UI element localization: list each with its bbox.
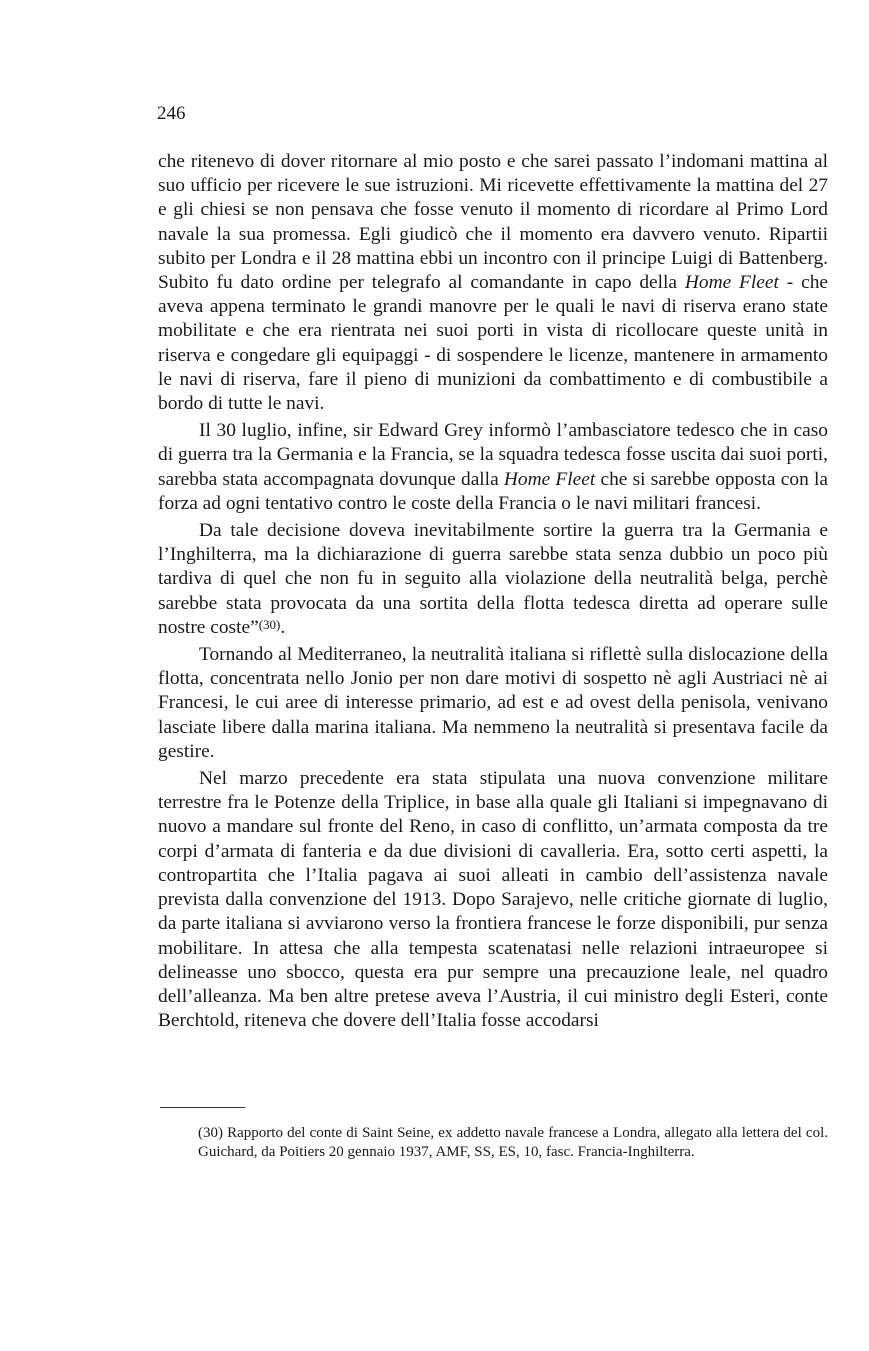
text-segment: che si sarebbe opposta con la forza ad ogni tentativo contro le coste della Francia o le navi militari francesi. xyxy=(158,468,828,514)
footnote-divider xyxy=(160,1107,245,1108)
body-text xyxy=(158,150,828,1036)
italic-term: Home Fleet xyxy=(503,468,596,490)
text-segment: . xyxy=(280,616,286,638)
text-segment: - che aveva appena terminato le grandi manovre per le quali le navi di riserva erano state mobilitate e che era rientrata nei suoi porti in vista di ricollocare queste unità in riserva e congedare gli equipaggi - di sospendere le licenze, mantenere in armamento le navi di riserva, fare il pieno di munizioni da combattimento e di combustibile a bordo di tutte le navi. xyxy=(158,272,828,415)
paragraph xyxy=(158,150,828,416)
paragraph xyxy=(158,643,828,764)
footnote-reference: (30) xyxy=(258,616,281,632)
paragraph xyxy=(158,419,828,516)
paragraph xyxy=(158,519,828,640)
text-segment: Da tale decisione doveva inevitabilmente sortire la guerra tra la Germania e l’Inghilterra, ma la dichiarazione di guerra sarebbe stata senza dubbio un poco più tardiva di quel che non fu in seguito alla violazione della neutralità belga, perchè sarebbe stata provocata da una sortita della flotta tedesca diretta ad operare sulle nostre coste” xyxy=(158,520,828,638)
footnote xyxy=(160,1124,828,1162)
text-segment: Nel marzo precedente era stata stipulata una nuova convenzione militare terrestre fra le Potenze della Triplice, in base alla quale gli Italiani si impegnavano di nuovo a mandare sul fronte del Reno, in caso di conflitto, un’armata composta da tre corpi d’armata di fanteria e da due divisioni di cavalleria. Era, sotto certi aspetti, la contropartita che l’Italia pagava ai suoi alleati in cambio dell’assistenza navale prevista dalla convenzione del 1913. Dopo Sarajevo, nelle critiche giornate di luglio, da parte italiana si avviarono verso la frontiera francese le forze disponibili, pur senza mobilitare. In attesa che alla tempesta scatenatasi nelle relazioni intraeuropee si delineasse uno sbocco, questa era pur sempre una precauzione leale, nel quadro dell’alleanza. Ma ben altre pretese aveva l’Austria, il cui ministro degli Esteri, conte Berchtold, riteneva che dovere dell’Italia fosse accodarsi xyxy=(158,768,828,1032)
italic-term: Home Fleet xyxy=(684,272,779,294)
text-segment: che ritenevo di dover ritornare al mio posto e che sarei passato l’indomani mattina al suo ufficio per ricevere le sue istruzioni. Mi ricevette effettivamente la mattina del 27 e gli chiesi se non pensava che fosse venuto il momento di ricordare al Primo Lord navale la sua promessa. Egli giudicò che il momento era davvero venuto. Ripartii subito per Londra e il 28 mattina ebbi un incontro con il principe Luigi di Battenberg. Subito fu dato ordine per telegrafo al comandante in capo della xyxy=(158,151,828,294)
paragraph xyxy=(158,767,828,1033)
footnote-text: (30) Rapporto del conte di Saint Seine, ex addetto navale francese a Londra, allegato alla lettera del col. Guichard, da Poitiers 20 gennaio 1937, AMF, SS, ES, 10, fasc. Francia-Inghilterra. xyxy=(198,1125,828,1160)
text-segment: Tornando al Mediterraneo, la neutralità italiana si riflettè sulla dislocazione della flotta, concentrata nello Jonio per non dare motivi di sospetto nè agli Austriaci nè ai Francesi, le cui aree di interesse primario, ad est e ad ovest della penisola, venivano lasciate libere dalla marina italiana. Ma nemmeno la neutralità si presentava facile da gestire. xyxy=(158,644,828,762)
text-segment: Il 30 luglio, infine, sir Edward Grey informò l’ambasciatore tedesco che in caso di guerra tra la Germania e la Francia, se la squadra tedesca fosse uscita dai suoi porti, sarebba stata accompagnata dovunque dalla xyxy=(158,420,828,490)
page-number: 246 xyxy=(157,103,186,124)
